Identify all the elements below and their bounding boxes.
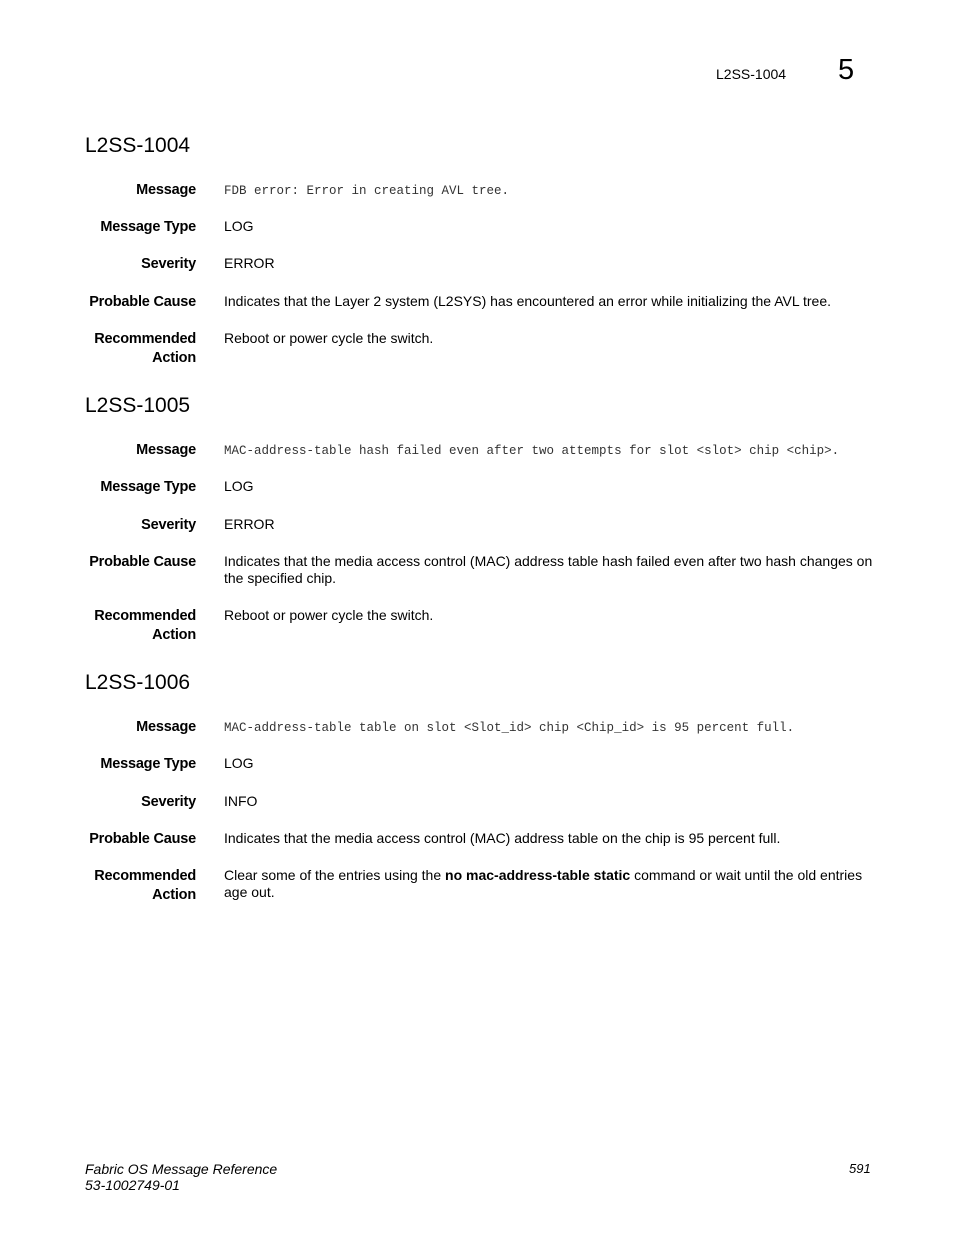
message-type-value: LOG	[224, 478, 254, 494]
action-text-post: command or wait until the old entries age out.	[224, 867, 863, 900]
probable-cause-text: Indicates that the Layer 2 system (L2SYS) has encountered an error while initializing the AVL tree.	[224, 293, 831, 309]
message-label: Message	[136, 182, 196, 198]
severity-label: Severity	[141, 256, 196, 272]
footer-page-number: 591	[849, 1161, 871, 1176]
footer-book-title: Fabric OS Message Reference	[85, 1161, 278, 1177]
chapter-number: 5	[838, 54, 855, 86]
message-label: Message	[136, 719, 196, 735]
recommended-action-label	[56, 867, 196, 905]
severity-value: ERROR	[224, 255, 275, 271]
recommended-action-text: Reboot or power cycle the switch.	[224, 330, 434, 346]
probable-cause-label: Probable Cause	[89, 831, 196, 847]
recommended-label-line2: Action	[152, 887, 196, 903]
recommended-label-line1: Recommended	[94, 868, 196, 884]
severity-value: INFO	[224, 793, 258, 809]
probable-cause-text: Indicates that the media access control (MAC) address table on the chip is 95 percent full.	[224, 830, 781, 846]
recommended-label-line1: Recommended	[94, 331, 196, 347]
probable-cause-label: Probable Cause	[89, 554, 196, 570]
footer-doc-number: 53-1002749-01	[85, 1177, 180, 1193]
command-name: no mac-address-table static	[445, 867, 631, 883]
probable-cause-text: Indicates that the media access control (MAC) address table hash failed even after two hash changes on the specified chip.	[224, 553, 873, 586]
recommended-action-text: Reboot or power cycle the switch.	[224, 607, 434, 623]
action-text-pre: Clear some of the entries using the	[224, 867, 446, 883]
section-title-l2ss-1005: L2SS-1005	[85, 394, 191, 417]
recommended-action-label	[56, 330, 196, 368]
message-label: Message	[136, 442, 196, 458]
section-title-l2ss-1006: L2SS-1006	[85, 671, 191, 694]
message-type-value: LOG	[224, 755, 254, 771]
message-type-value: LOG	[224, 218, 254, 234]
recommended-label-line2: Action	[152, 350, 196, 366]
message-text: MAC-address-table table on slot <Slot_id> chip <Chip_id> is 95 percent full.	[224, 721, 795, 735]
recommended-action-text	[224, 867, 874, 901]
recommended-action-label	[56, 607, 196, 645]
message-type-label: Message Type	[100, 219, 196, 235]
running-header-ref: L2SS-1004	[716, 66, 787, 82]
recommended-label-line2: Action	[152, 627, 196, 643]
probable-cause-label: Probable Cause	[89, 294, 196, 310]
recommended-label-line1: Recommended	[94, 608, 196, 624]
severity-value: ERROR	[224, 516, 275, 532]
message-type-label: Message Type	[100, 756, 196, 772]
message-text: MAC-address-table hash failed even after two attempts for slot <slot> chip <chip>.	[224, 444, 840, 458]
severity-label: Severity	[141, 517, 196, 533]
section-title-l2ss-1004: L2SS-1004	[85, 134, 191, 157]
message-text: FDB error: Error in creating AVL tree.	[224, 184, 510, 198]
severity-label: Severity	[141, 794, 196, 810]
message-type-label: Message Type	[100, 479, 196, 495]
